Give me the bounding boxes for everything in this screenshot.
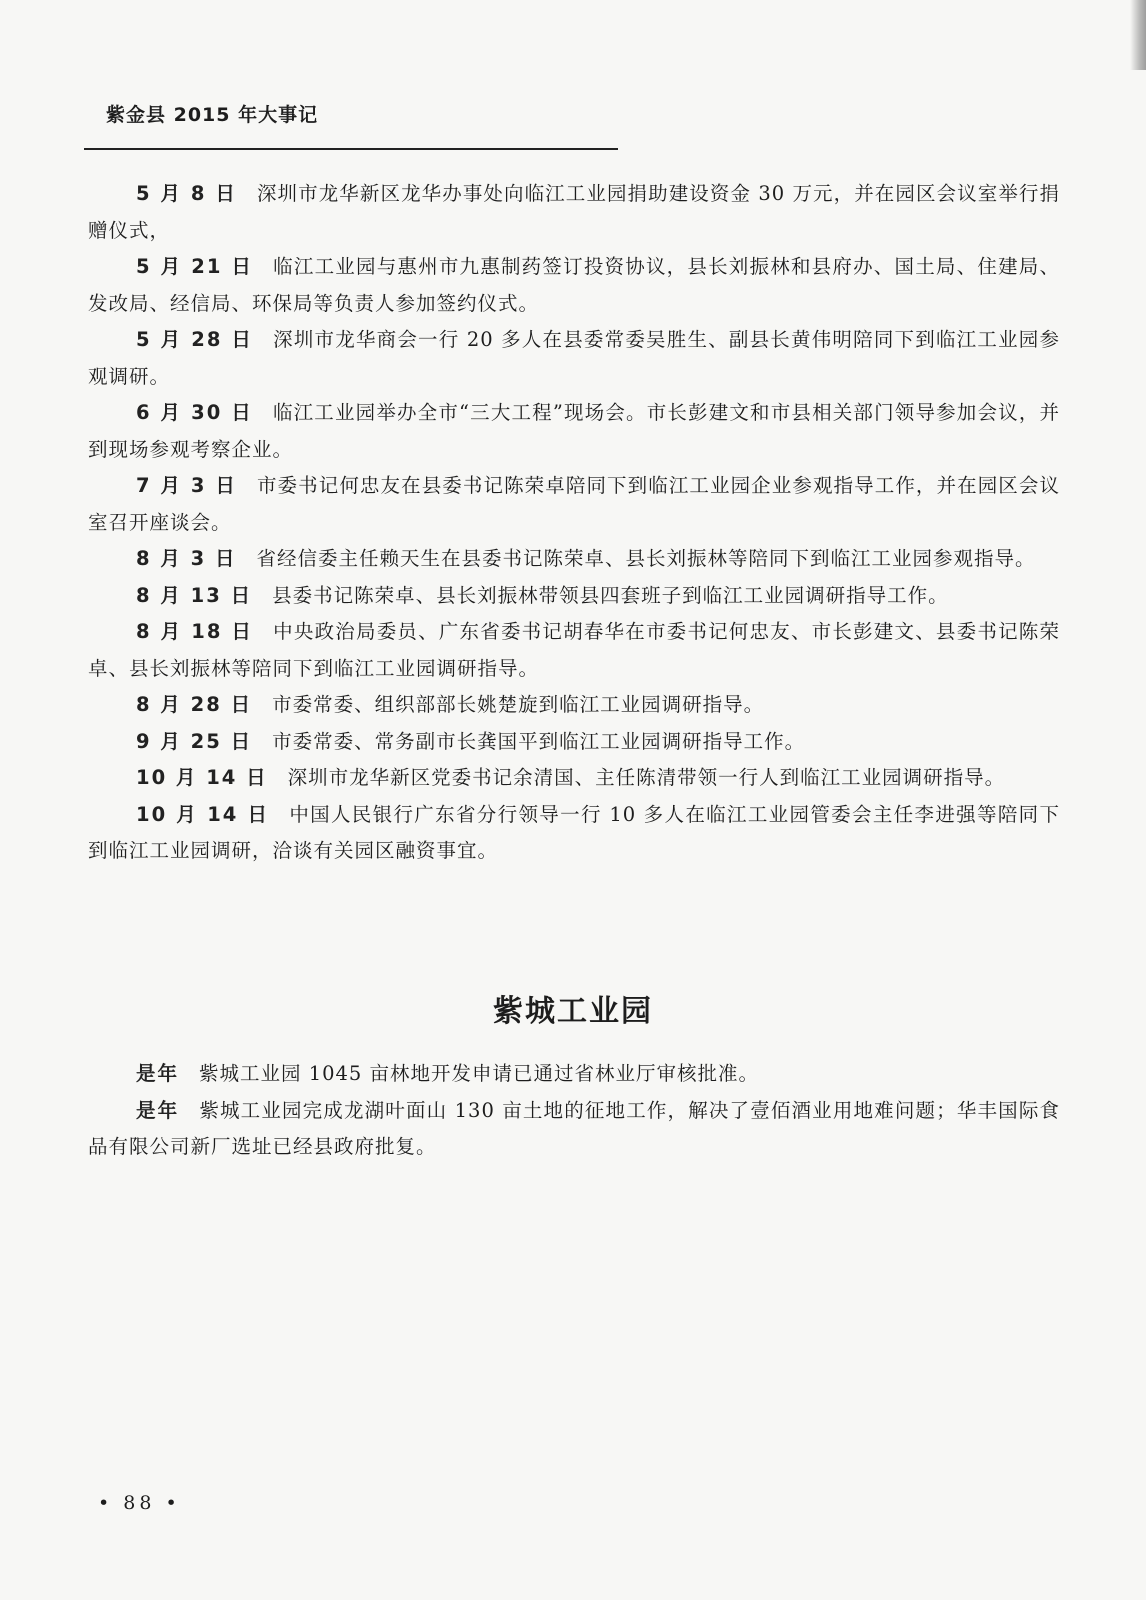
chronicle-entry xyxy=(88,578,1060,615)
chronicle-entry xyxy=(88,687,1060,724)
entry-text: 中央政治局委员、广东省委书记胡春华在市委书记何忠友、市长彭建文、县委书记陈荣卓、县长刘振林等陪同下到临江工业园调研指导。 xyxy=(88,620,1060,680)
entry-text: 市委常委、常务副市长龚国平到临江工业园调研指导工作。 xyxy=(272,729,806,753)
entry-date: 8 月 3 日 xyxy=(136,547,237,570)
entry-text: 紫城工业园 1045 亩林地开发申请已通过省林业厅审核批准。 xyxy=(199,1062,760,1085)
entry-text: 市委书记何忠友在县委书记陈荣卓陪同下到临江工业园企业参观指导工作，并在园区会议室召开座谈会。 xyxy=(88,474,1060,534)
section-entries xyxy=(88,1056,1060,1166)
entry-text: 紫城工业园完成龙湖叶面山 130 亩土地的征地工作，解决了壹佰酒业用地难问题；华丰国际食品有限公司新厂选址已经县政府批复。 xyxy=(88,1098,1060,1158)
page-number: • 88 • xyxy=(98,1492,181,1514)
entry-text: 中国人民银行广东省分行领导一行 10 多人在临江工业园管委会主任李进强等陪同下到临江工业园调研，洽谈有关园区融资事宜。 xyxy=(88,802,1061,862)
entry-date: 8 月 28 日 xyxy=(136,693,253,716)
entry-date: 6 月 30 日 xyxy=(136,401,253,424)
entry-text: 临江工业园与惠州市九惠制药签订投资协议，县长刘振林和县府办、国土局、住建局、发改局、经信局、环保局等负责人参加签约仪式。 xyxy=(88,255,1060,315)
entry-date: 10 月 14 日 xyxy=(136,766,268,789)
section-entry xyxy=(88,1093,1060,1166)
chronicle-entries xyxy=(88,176,1060,870)
entry-text: 临江工业园举办全市“三大工程”现场会。市长彭建文和市县相关部门领导参加会议，并到现场参观考察企业。 xyxy=(88,401,1060,461)
entry-text: 深圳市龙华新区龙华办事处向临江工业园捐助建设资金 30 万元，并在园区会议室举行捐赠仪式， xyxy=(88,182,1060,242)
entry-text: 深圳市龙华新区党委书记余清国、主任陈清带领一行人到临江工业园调研指导。 xyxy=(287,766,1006,789)
running-header: 紫金县 2015 年大事记 xyxy=(106,104,319,126)
entry-date: 8 月 13 日 xyxy=(136,583,253,607)
chronicle-entry xyxy=(88,541,1060,578)
chronicle-entry xyxy=(88,614,1060,687)
section-title: 紫城工业园 xyxy=(493,994,653,1029)
entry-date: 5 月 21 日 xyxy=(136,255,254,278)
scan-edge-mark xyxy=(1130,0,1146,70)
chronicle-entry xyxy=(88,249,1060,322)
entry-date: 10 月 14 日 xyxy=(136,802,270,826)
entry-date: 5 月 8 日 xyxy=(136,182,237,205)
entry-date: 是年 xyxy=(136,1098,180,1122)
entry-text: 深圳市龙华商会一行 20 多人在县委常委吴胜生、副县长黄伟明陪同下到临江工业园参观调研。 xyxy=(88,328,1060,388)
entry-text: 市委常委、组织部部长姚楚旋到临江工业园调研指导。 xyxy=(272,693,765,716)
section-entry xyxy=(88,1056,1060,1093)
entry-date: 5 月 28 日 xyxy=(136,328,254,351)
entry-date: 7 月 3 日 xyxy=(136,474,237,497)
chronicle-entry xyxy=(88,395,1060,468)
entry-date: 是年 xyxy=(136,1062,180,1085)
chronicle-entry xyxy=(88,176,1060,249)
entry-date: 9 月 25 日 xyxy=(136,729,253,753)
header-rule xyxy=(84,148,618,150)
chronicle-entry xyxy=(88,468,1060,541)
entry-date: 8 月 18 日 xyxy=(136,620,254,643)
chronicle-entry xyxy=(88,724,1060,761)
chronicle-entry xyxy=(88,797,1060,870)
chronicle-entry xyxy=(88,322,1060,395)
chronicle-entry xyxy=(88,760,1060,797)
entry-text: 省经信委主任赖天生在县委书记陈荣卓、县长刘振林等陪同下到临江工业园参观指导。 xyxy=(256,547,1036,570)
entry-text: 县委书记陈荣卓、县长刘振林带领县四套班子到临江工业园调研指导工作。 xyxy=(272,583,949,607)
